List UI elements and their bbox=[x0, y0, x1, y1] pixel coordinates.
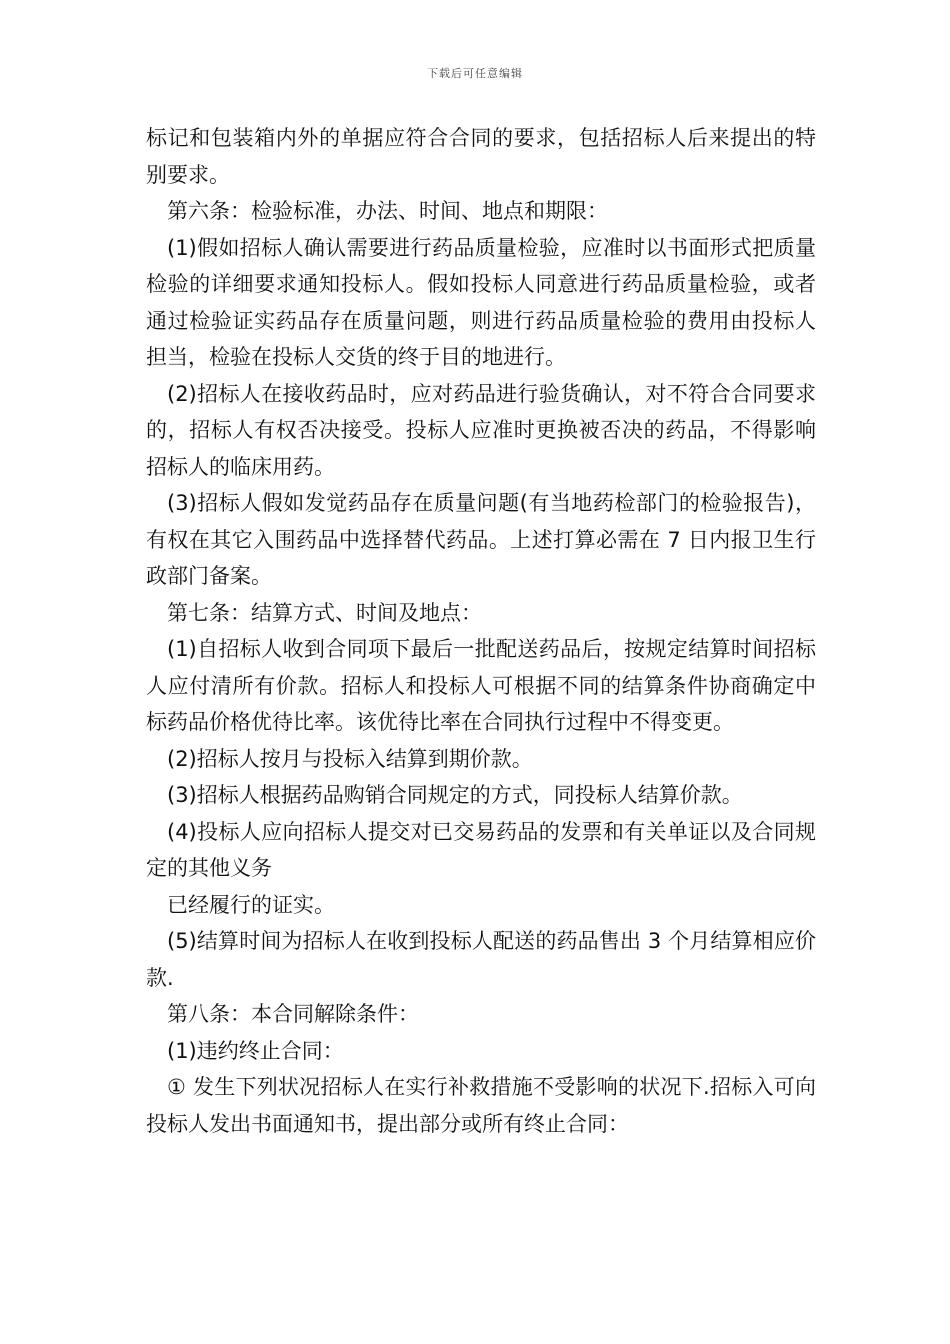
section-heading: 第七条：结算方式、时间及地点： bbox=[167, 600, 482, 625]
section-heading: 第八条：本合同解除条件： bbox=[167, 1002, 419, 1026]
paragraph: (1)假如招标人确认需要进行药品质量检验，应准时以书面形式把质量检验的详细要求通知投标人。假如投标人同意进行药品质量检验，或者通过检验证实药品存在质量问题，则进行药品质量检验的费用由投标人担当，检验在投标人交货的终于目的地进行。 bbox=[146, 235, 816, 369]
paragraph: 标记和包装箱内外的单据应符合合同的要求，包括招标人后来提出的特别要求。 bbox=[146, 126, 816, 187]
paragraph: 已经履行的证实。 bbox=[167, 892, 335, 917]
paragraph: (2)招标人按月与投标入结算到期价款。 bbox=[167, 746, 533, 771]
paragraph: (1)违约终止合同： bbox=[167, 1038, 344, 1063]
document-body bbox=[146, 120, 816, 1142]
page-header: 下载后可任意编辑 bbox=[427, 67, 523, 80]
paragraph: (5)结算时间为招标人在收到投标人配送的药品售出 3 个月结算相应价款. bbox=[146, 929, 816, 990]
paragraph: ① 发生下列状况招标人在实行补救措施不受影响的状况下.招标入可向投标人发出书面通知书，提出部分或所有终止合同： bbox=[146, 1075, 816, 1136]
paragraph: (1)自招标人收到合同项下最后一批配送药品后，按规定结算时间招标人应付清所有价款。招标人和投标人可根据不同的结算条件协商确定中标药品价格优待比率。该优待比率在合同执行过程中不得变更。 bbox=[146, 637, 816, 734]
paragraph: (3)招标人假如发觉药品存在质量问题(有当地药检部门的检验报告)，有权在其它入围药品中选择替代药品。上述打算必需在 7 日内报卫生行政部门备案。 bbox=[146, 491, 816, 588]
paragraph: (2)招标人在接收药品时，应对药品进行验货确认，对不符合合同要求的，招标人有权否决接受。投标人应准时更换被否决的药品，不得影响招标人的临床用药。 bbox=[146, 381, 816, 479]
section-heading: 第六条：检验标准，办法、时间、地点和期限： bbox=[167, 199, 608, 223]
paragraph: (3)招标人根据药品购销合同规定的方式，同投标人结算价款。 bbox=[167, 783, 743, 807]
paragraph: (4)投标人应向招标人提交对已交易药品的发票和有关单证以及合同规定的其他义务 bbox=[146, 819, 816, 880]
